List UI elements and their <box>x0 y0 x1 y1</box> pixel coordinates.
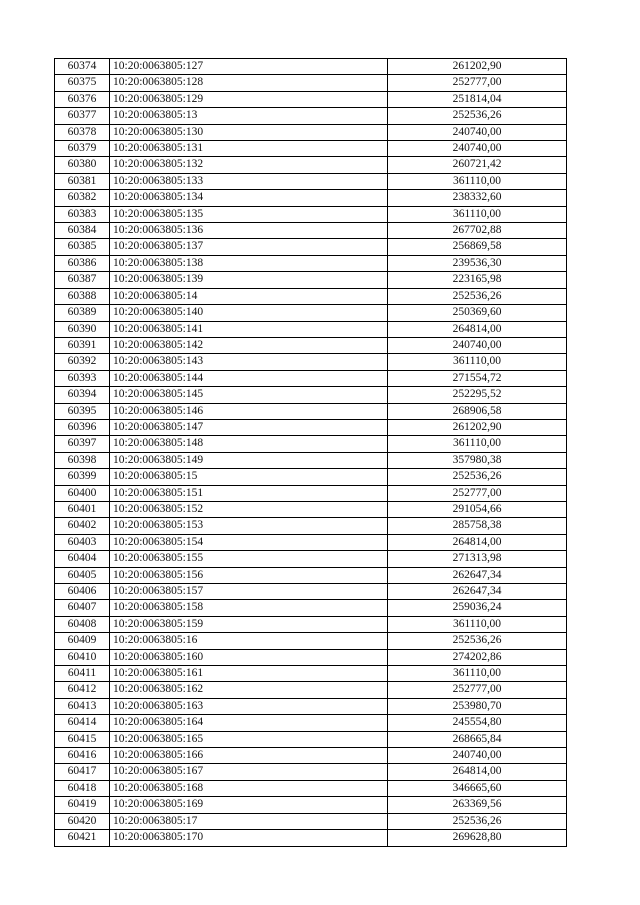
cadastral-number-cell: 10:20:0063805:158 <box>110 600 388 616</box>
cadastral-value-table <box>54 58 567 847</box>
row-number-cell: 60406 <box>55 584 110 600</box>
table-row <box>55 616 567 632</box>
cadastral-number-cell: 10:20:0063805:132 <box>110 157 388 173</box>
value-cell: 357980,38 <box>388 452 567 468</box>
table-row <box>55 288 567 304</box>
value-cell: 256869,58 <box>388 239 567 255</box>
row-number-cell: 60383 <box>55 206 110 222</box>
row-number-cell: 60380 <box>55 157 110 173</box>
table-row <box>55 501 567 517</box>
row-number-cell: 60398 <box>55 452 110 468</box>
value-cell: 262647,34 <box>388 567 567 583</box>
cadastral-number-cell: 10:20:0063805:13 <box>110 108 388 124</box>
table-row <box>55 436 567 452</box>
value-cell: 245554,80 <box>388 715 567 731</box>
value-cell: 252536,26 <box>388 813 567 829</box>
table-row <box>55 731 567 747</box>
table-row <box>55 780 567 796</box>
row-number-cell: 60404 <box>55 551 110 567</box>
table-row <box>55 403 567 419</box>
cadastral-number-cell: 10:20:0063805:130 <box>110 124 388 140</box>
cadastral-number-cell: 10:20:0063805:164 <box>110 715 388 731</box>
row-number-cell: 60374 <box>55 59 110 75</box>
table-row <box>55 584 567 600</box>
table-row <box>55 173 567 189</box>
value-cell: 361110,00 <box>388 206 567 222</box>
value-cell: 274202,86 <box>388 649 567 665</box>
value-cell: 252777,00 <box>388 682 567 698</box>
table-row <box>55 419 567 435</box>
row-number-cell: 60419 <box>55 797 110 813</box>
cadastral-number-cell: 10:20:0063805:148 <box>110 436 388 452</box>
row-number-cell: 60405 <box>55 567 110 583</box>
value-cell: 263369,56 <box>388 797 567 813</box>
table-row <box>55 666 567 682</box>
row-number-cell: 60387 <box>55 272 110 288</box>
cadastral-number-cell: 10:20:0063805:155 <box>110 551 388 567</box>
table-row <box>55 633 567 649</box>
value-cell: 240740,00 <box>388 748 567 764</box>
value-cell: 261202,90 <box>388 59 567 75</box>
table-row <box>55 108 567 124</box>
table-row <box>55 830 567 846</box>
cadastral-number-cell: 10:20:0063805:166 <box>110 748 388 764</box>
row-number-cell: 60391 <box>55 337 110 353</box>
value-cell: 252777,00 <box>388 75 567 91</box>
row-number-cell: 60421 <box>55 830 110 846</box>
cadastral-number-cell: 10:20:0063805:145 <box>110 387 388 403</box>
cadastral-number-cell: 10:20:0063805:146 <box>110 403 388 419</box>
value-cell: 291054,66 <box>388 501 567 517</box>
row-number-cell: 60390 <box>55 321 110 337</box>
row-number-cell: 60375 <box>55 75 110 91</box>
value-cell: 252777,00 <box>388 485 567 501</box>
row-number-cell: 60378 <box>55 124 110 140</box>
value-cell: 252536,26 <box>388 633 567 649</box>
row-number-cell: 60407 <box>55 600 110 616</box>
table-row <box>55 157 567 173</box>
value-cell: 267702,88 <box>388 223 567 239</box>
cadastral-number-cell: 10:20:0063805:14 <box>110 288 388 304</box>
row-number-cell: 60399 <box>55 469 110 485</box>
value-cell: 271554,72 <box>388 370 567 386</box>
row-number-cell: 60386 <box>55 255 110 271</box>
value-cell: 253980,70 <box>388 698 567 714</box>
table-row <box>55 223 567 239</box>
cadastral-number-cell: 10:20:0063805:139 <box>110 272 388 288</box>
cadastral-number-cell: 10:20:0063805:138 <box>110 255 388 271</box>
value-cell: 240740,00 <box>388 337 567 353</box>
row-number-cell: 60417 <box>55 764 110 780</box>
table-row <box>55 485 567 501</box>
table-row <box>55 797 567 813</box>
row-number-cell: 60418 <box>55 780 110 796</box>
value-cell: 260721,42 <box>388 157 567 173</box>
cadastral-number-cell: 10:20:0063805:162 <box>110 682 388 698</box>
row-number-cell: 60401 <box>55 501 110 517</box>
value-cell: 285758,38 <box>388 518 567 534</box>
table-row <box>55 518 567 534</box>
table-row <box>55 764 567 780</box>
row-number-cell: 60414 <box>55 715 110 731</box>
cadastral-number-cell: 10:20:0063805:153 <box>110 518 388 534</box>
table-row <box>55 305 567 321</box>
value-cell: 361110,00 <box>388 436 567 452</box>
cadastral-number-cell: 10:20:0063805:149 <box>110 452 388 468</box>
cadastral-number-cell: 10:20:0063805:160 <box>110 649 388 665</box>
table-row <box>55 813 567 829</box>
table-row <box>55 715 567 731</box>
value-cell: 361110,00 <box>388 616 567 632</box>
value-cell: 240740,00 <box>388 141 567 157</box>
cadastral-number-cell: 10:20:0063805:134 <box>110 190 388 206</box>
table-row <box>55 354 567 370</box>
value-cell: 252536,26 <box>388 469 567 485</box>
cadastral-number-cell: 10:20:0063805:154 <box>110 534 388 550</box>
cadastral-number-cell: 10:20:0063805:156 <box>110 567 388 583</box>
cadastral-number-cell: 10:20:0063805:133 <box>110 173 388 189</box>
table-row <box>55 387 567 403</box>
cadastral-number-cell: 10:20:0063805:128 <box>110 75 388 91</box>
table-row <box>55 534 567 550</box>
table-row <box>55 469 567 485</box>
cadastral-number-cell: 10:20:0063805:135 <box>110 206 388 222</box>
row-number-cell: 60379 <box>55 141 110 157</box>
cadastral-number-cell: 10:20:0063805:136 <box>110 223 388 239</box>
row-number-cell: 60412 <box>55 682 110 698</box>
row-number-cell: 60384 <box>55 223 110 239</box>
value-cell: 346665,60 <box>388 780 567 796</box>
table-row <box>55 272 567 288</box>
row-number-cell: 60409 <box>55 633 110 649</box>
row-number-cell: 60397 <box>55 436 110 452</box>
row-number-cell: 60389 <box>55 305 110 321</box>
table-row <box>55 239 567 255</box>
table-row <box>55 567 567 583</box>
row-number-cell: 60377 <box>55 108 110 124</box>
table-body <box>55 59 567 847</box>
table-row <box>55 321 567 337</box>
table-row <box>55 59 567 75</box>
cadastral-number-cell: 10:20:0063805:16 <box>110 633 388 649</box>
cadastral-number-cell: 10:20:0063805:137 <box>110 239 388 255</box>
table-row <box>55 206 567 222</box>
row-number-cell: 60402 <box>55 518 110 534</box>
cadastral-number-cell: 10:20:0063805:141 <box>110 321 388 337</box>
table-row <box>55 255 567 271</box>
cadastral-number-cell: 10:20:0063805:167 <box>110 764 388 780</box>
cadastral-number-cell: 10:20:0063805:17 <box>110 813 388 829</box>
table-row <box>55 190 567 206</box>
cadastral-number-cell: 10:20:0063805:129 <box>110 91 388 107</box>
row-number-cell: 60416 <box>55 748 110 764</box>
row-number-cell: 60400 <box>55 485 110 501</box>
row-number-cell: 60410 <box>55 649 110 665</box>
value-cell: 268665,84 <box>388 731 567 747</box>
value-cell: 240740,00 <box>388 124 567 140</box>
value-cell: 361110,00 <box>388 666 567 682</box>
row-number-cell: 60403 <box>55 534 110 550</box>
value-cell: 269628,80 <box>388 830 567 846</box>
value-cell: 262647,34 <box>388 584 567 600</box>
value-cell: 252295,52 <box>388 387 567 403</box>
cadastral-number-cell: 10:20:0063805:143 <box>110 354 388 370</box>
cadastral-number-cell: 10:20:0063805:140 <box>110 305 388 321</box>
row-number-cell: 60381 <box>55 173 110 189</box>
value-cell: 271313,98 <box>388 551 567 567</box>
cadastral-number-cell: 10:20:0063805:147 <box>110 419 388 435</box>
row-number-cell: 60393 <box>55 370 110 386</box>
value-cell: 361110,00 <box>388 354 567 370</box>
table-row <box>55 682 567 698</box>
value-cell: 223165,98 <box>388 272 567 288</box>
table-row <box>55 748 567 764</box>
value-cell: 264814,00 <box>388 764 567 780</box>
value-cell: 250369,60 <box>388 305 567 321</box>
value-cell: 238332,60 <box>388 190 567 206</box>
value-cell: 264814,00 <box>388 534 567 550</box>
cadastral-number-cell: 10:20:0063805:127 <box>110 59 388 75</box>
table-row <box>55 370 567 386</box>
row-number-cell: 60382 <box>55 190 110 206</box>
cadastral-number-cell: 10:20:0063805:165 <box>110 731 388 747</box>
cadastral-number-cell: 10:20:0063805:144 <box>110 370 388 386</box>
row-number-cell: 60413 <box>55 698 110 714</box>
document-page <box>54 58 567 847</box>
cadastral-number-cell: 10:20:0063805:151 <box>110 485 388 501</box>
cadastral-number-cell: 10:20:0063805:168 <box>110 780 388 796</box>
value-cell: 252536,26 <box>388 288 567 304</box>
table-row <box>55 124 567 140</box>
row-number-cell: 60411 <box>55 666 110 682</box>
row-number-cell: 60395 <box>55 403 110 419</box>
cadastral-number-cell: 10:20:0063805:142 <box>110 337 388 353</box>
value-cell: 259036,24 <box>388 600 567 616</box>
table-row <box>55 600 567 616</box>
row-number-cell: 60392 <box>55 354 110 370</box>
cadastral-number-cell: 10:20:0063805:170 <box>110 830 388 846</box>
table-row <box>55 649 567 665</box>
row-number-cell: 60396 <box>55 419 110 435</box>
row-number-cell: 60394 <box>55 387 110 403</box>
value-cell: 251814,04 <box>388 91 567 107</box>
row-number-cell: 60385 <box>55 239 110 255</box>
cadastral-number-cell: 10:20:0063805:152 <box>110 501 388 517</box>
row-number-cell: 60420 <box>55 813 110 829</box>
value-cell: 361110,00 <box>388 173 567 189</box>
table-row <box>55 75 567 91</box>
value-cell: 268906,58 <box>388 403 567 419</box>
cadastral-number-cell: 10:20:0063805:157 <box>110 584 388 600</box>
cadastral-number-cell: 10:20:0063805:163 <box>110 698 388 714</box>
table-row <box>55 698 567 714</box>
value-cell: 239536,30 <box>388 255 567 271</box>
cadastral-number-cell: 10:20:0063805:15 <box>110 469 388 485</box>
table-row <box>55 452 567 468</box>
cadastral-number-cell: 10:20:0063805:169 <box>110 797 388 813</box>
row-number-cell: 60408 <box>55 616 110 632</box>
value-cell: 252536,26 <box>388 108 567 124</box>
value-cell: 261202,90 <box>388 419 567 435</box>
value-cell: 264814,00 <box>388 321 567 337</box>
row-number-cell: 60415 <box>55 731 110 747</box>
cadastral-number-cell: 10:20:0063805:131 <box>110 141 388 157</box>
row-number-cell: 60388 <box>55 288 110 304</box>
row-number-cell: 60376 <box>55 91 110 107</box>
table-row <box>55 337 567 353</box>
cadastral-number-cell: 10:20:0063805:159 <box>110 616 388 632</box>
table-row <box>55 141 567 157</box>
cadastral-number-cell: 10:20:0063805:161 <box>110 666 388 682</box>
table-row <box>55 91 567 107</box>
table-row <box>55 551 567 567</box>
